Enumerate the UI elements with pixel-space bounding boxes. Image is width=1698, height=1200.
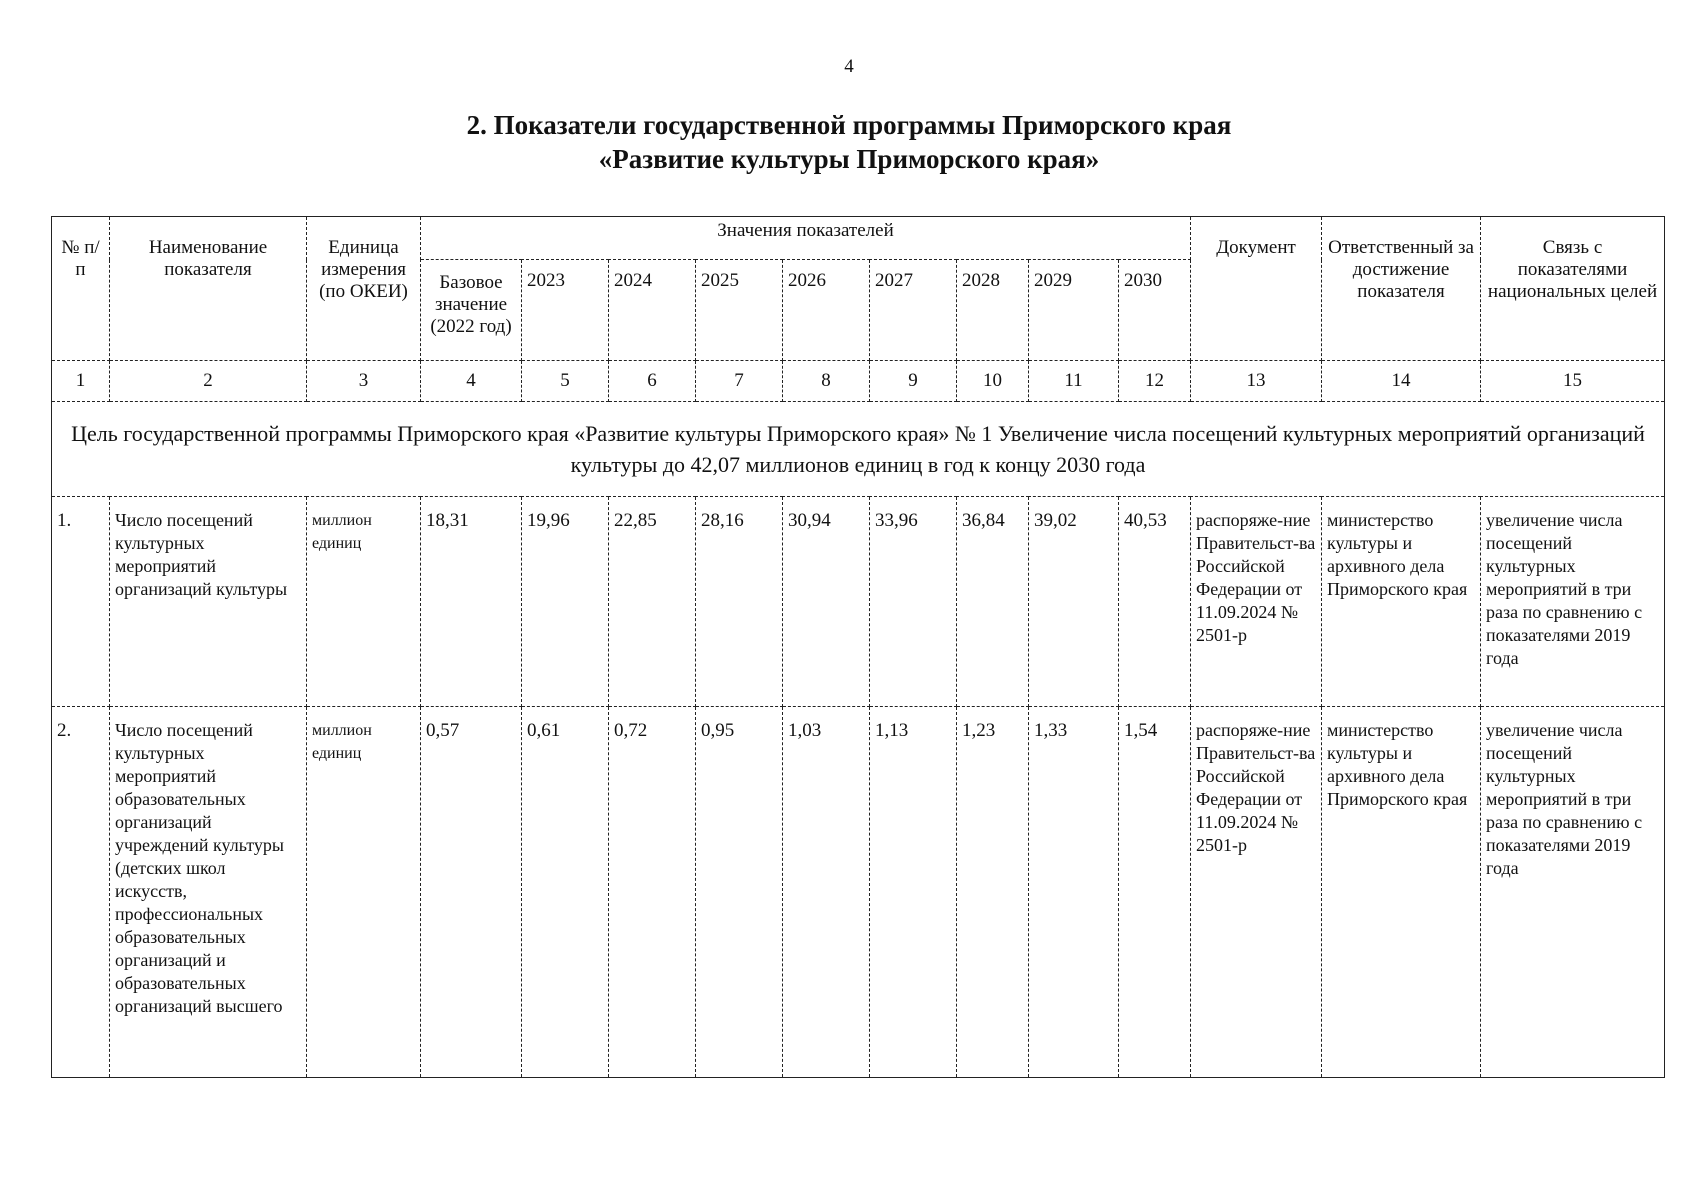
column-numbers-row	[52, 361, 1665, 402]
year-value: 28,16	[696, 497, 783, 707]
document-ref: распоряже-ние Правительст-ва Российской Федерации от 11.09.2024 № 2501-р	[1191, 707, 1322, 1078]
row-num: 2.	[52, 707, 110, 1078]
column-number: 15	[1481, 361, 1665, 402]
year-value: 1,03	[783, 707, 870, 1078]
header-link: Связь с показателями национальных целей	[1481, 217, 1665, 361]
year-value: 30,94	[783, 497, 870, 707]
header-unit: Единица измерения (по ОКЕИ)	[307, 217, 421, 361]
row-num: 1.	[52, 497, 110, 707]
header-num: № п/п	[52, 217, 110, 361]
column-number: 8	[783, 361, 870, 402]
table-row	[52, 497, 1665, 707]
year-value: 40,53	[1119, 497, 1191, 707]
year-value: 0,95	[696, 707, 783, 1078]
column-number: 11	[1029, 361, 1119, 402]
column-number: 4	[421, 361, 522, 402]
page-title	[0, 108, 1698, 176]
title-line-2: «Развитие культуры Приморского края»	[598, 144, 1100, 174]
national-goal-link: увеличение числа посещений культурных мероприятий в три раза по сравнению с показателями 2019 года	[1481, 497, 1665, 707]
year-value: 22,85	[609, 497, 696, 707]
column-number: 5	[522, 361, 609, 402]
table-row	[52, 707, 1665, 1078]
year-value: 19,96	[522, 497, 609, 707]
column-number: 6	[609, 361, 696, 402]
header-year: 2026	[783, 260, 870, 361]
header-name: Наименование показателя	[110, 217, 307, 361]
program-goal: Цель государственной программы Приморского края «Развитие культуры Приморского края» № 1 Увеличение числа посещений культурных мероприятий организаций культуры до 42,07 миллионов единиц в год к концу 2030 года	[52, 402, 1665, 497]
column-number: 2	[110, 361, 307, 402]
header-year: 2023	[522, 260, 609, 361]
responsible-org: министерство культуры и архивного дела Приморского края	[1322, 497, 1481, 707]
year-value: 39,02	[1029, 497, 1119, 707]
column-number: 3	[307, 361, 421, 402]
header-base-value: Базовое значение (2022 год)	[421, 260, 522, 361]
year-value: 1,33	[1029, 707, 1119, 1078]
page-number: 4	[844, 56, 854, 77]
column-number: 13	[1191, 361, 1322, 402]
year-value: 1,54	[1119, 707, 1191, 1078]
indicator-name: Число посещений культурных мероприятий организаций культуры	[110, 497, 307, 707]
title-line-1: 2. Показатели государственной программы Приморского края	[466, 110, 1232, 140]
indicator-unit: миллион единиц	[307, 497, 421, 707]
header-responsible: Ответственный за достижение показателя	[1322, 217, 1481, 361]
national-goal-link: увеличение числа посещений культурных мероприятий в три раза по сравнению с показателями 2019 года	[1481, 707, 1665, 1078]
header-year: 2029	[1029, 260, 1119, 361]
year-value: 0,72	[609, 707, 696, 1078]
header-document: Документ	[1191, 217, 1322, 361]
responsible-org: министерство культуры и архивного дела Приморского края	[1322, 707, 1481, 1078]
year-value: 0,61	[522, 707, 609, 1078]
column-number: 12	[1119, 361, 1191, 402]
indicator-name: Число посещений культурных мероприятий образовательных организаций учреждений культуры (детских школ искусств, профессиональных образовательных организаций и образовательных организаций высшего	[110, 707, 307, 1078]
column-number: 14	[1322, 361, 1481, 402]
base-value: 0,57	[421, 707, 522, 1078]
header-year: 2027	[870, 260, 957, 361]
column-number: 10	[957, 361, 1029, 402]
base-value: 18,31	[421, 497, 522, 707]
year-value: 36,84	[957, 497, 1029, 707]
header-year: 2028	[957, 260, 1029, 361]
header-values-group: Значения показателей	[421, 217, 1191, 260]
year-value: 1,23	[957, 707, 1029, 1078]
header-year: 2025	[696, 260, 783, 361]
document-ref: распоряже-ние Правительст-ва Российской Федерации от 11.09.2024 № 2501-р	[1191, 497, 1322, 707]
header-year: 2030	[1119, 260, 1191, 361]
year-value: 1,13	[870, 707, 957, 1078]
header-year: 2024	[609, 260, 696, 361]
column-number: 7	[696, 361, 783, 402]
indicators-table	[51, 216, 1665, 1078]
column-number: 9	[870, 361, 957, 402]
indicator-unit: миллион единиц	[307, 707, 421, 1078]
header-row	[52, 217, 1665, 260]
column-number: 1	[52, 361, 110, 402]
goal-row	[52, 402, 1665, 497]
year-value: 33,96	[870, 497, 957, 707]
